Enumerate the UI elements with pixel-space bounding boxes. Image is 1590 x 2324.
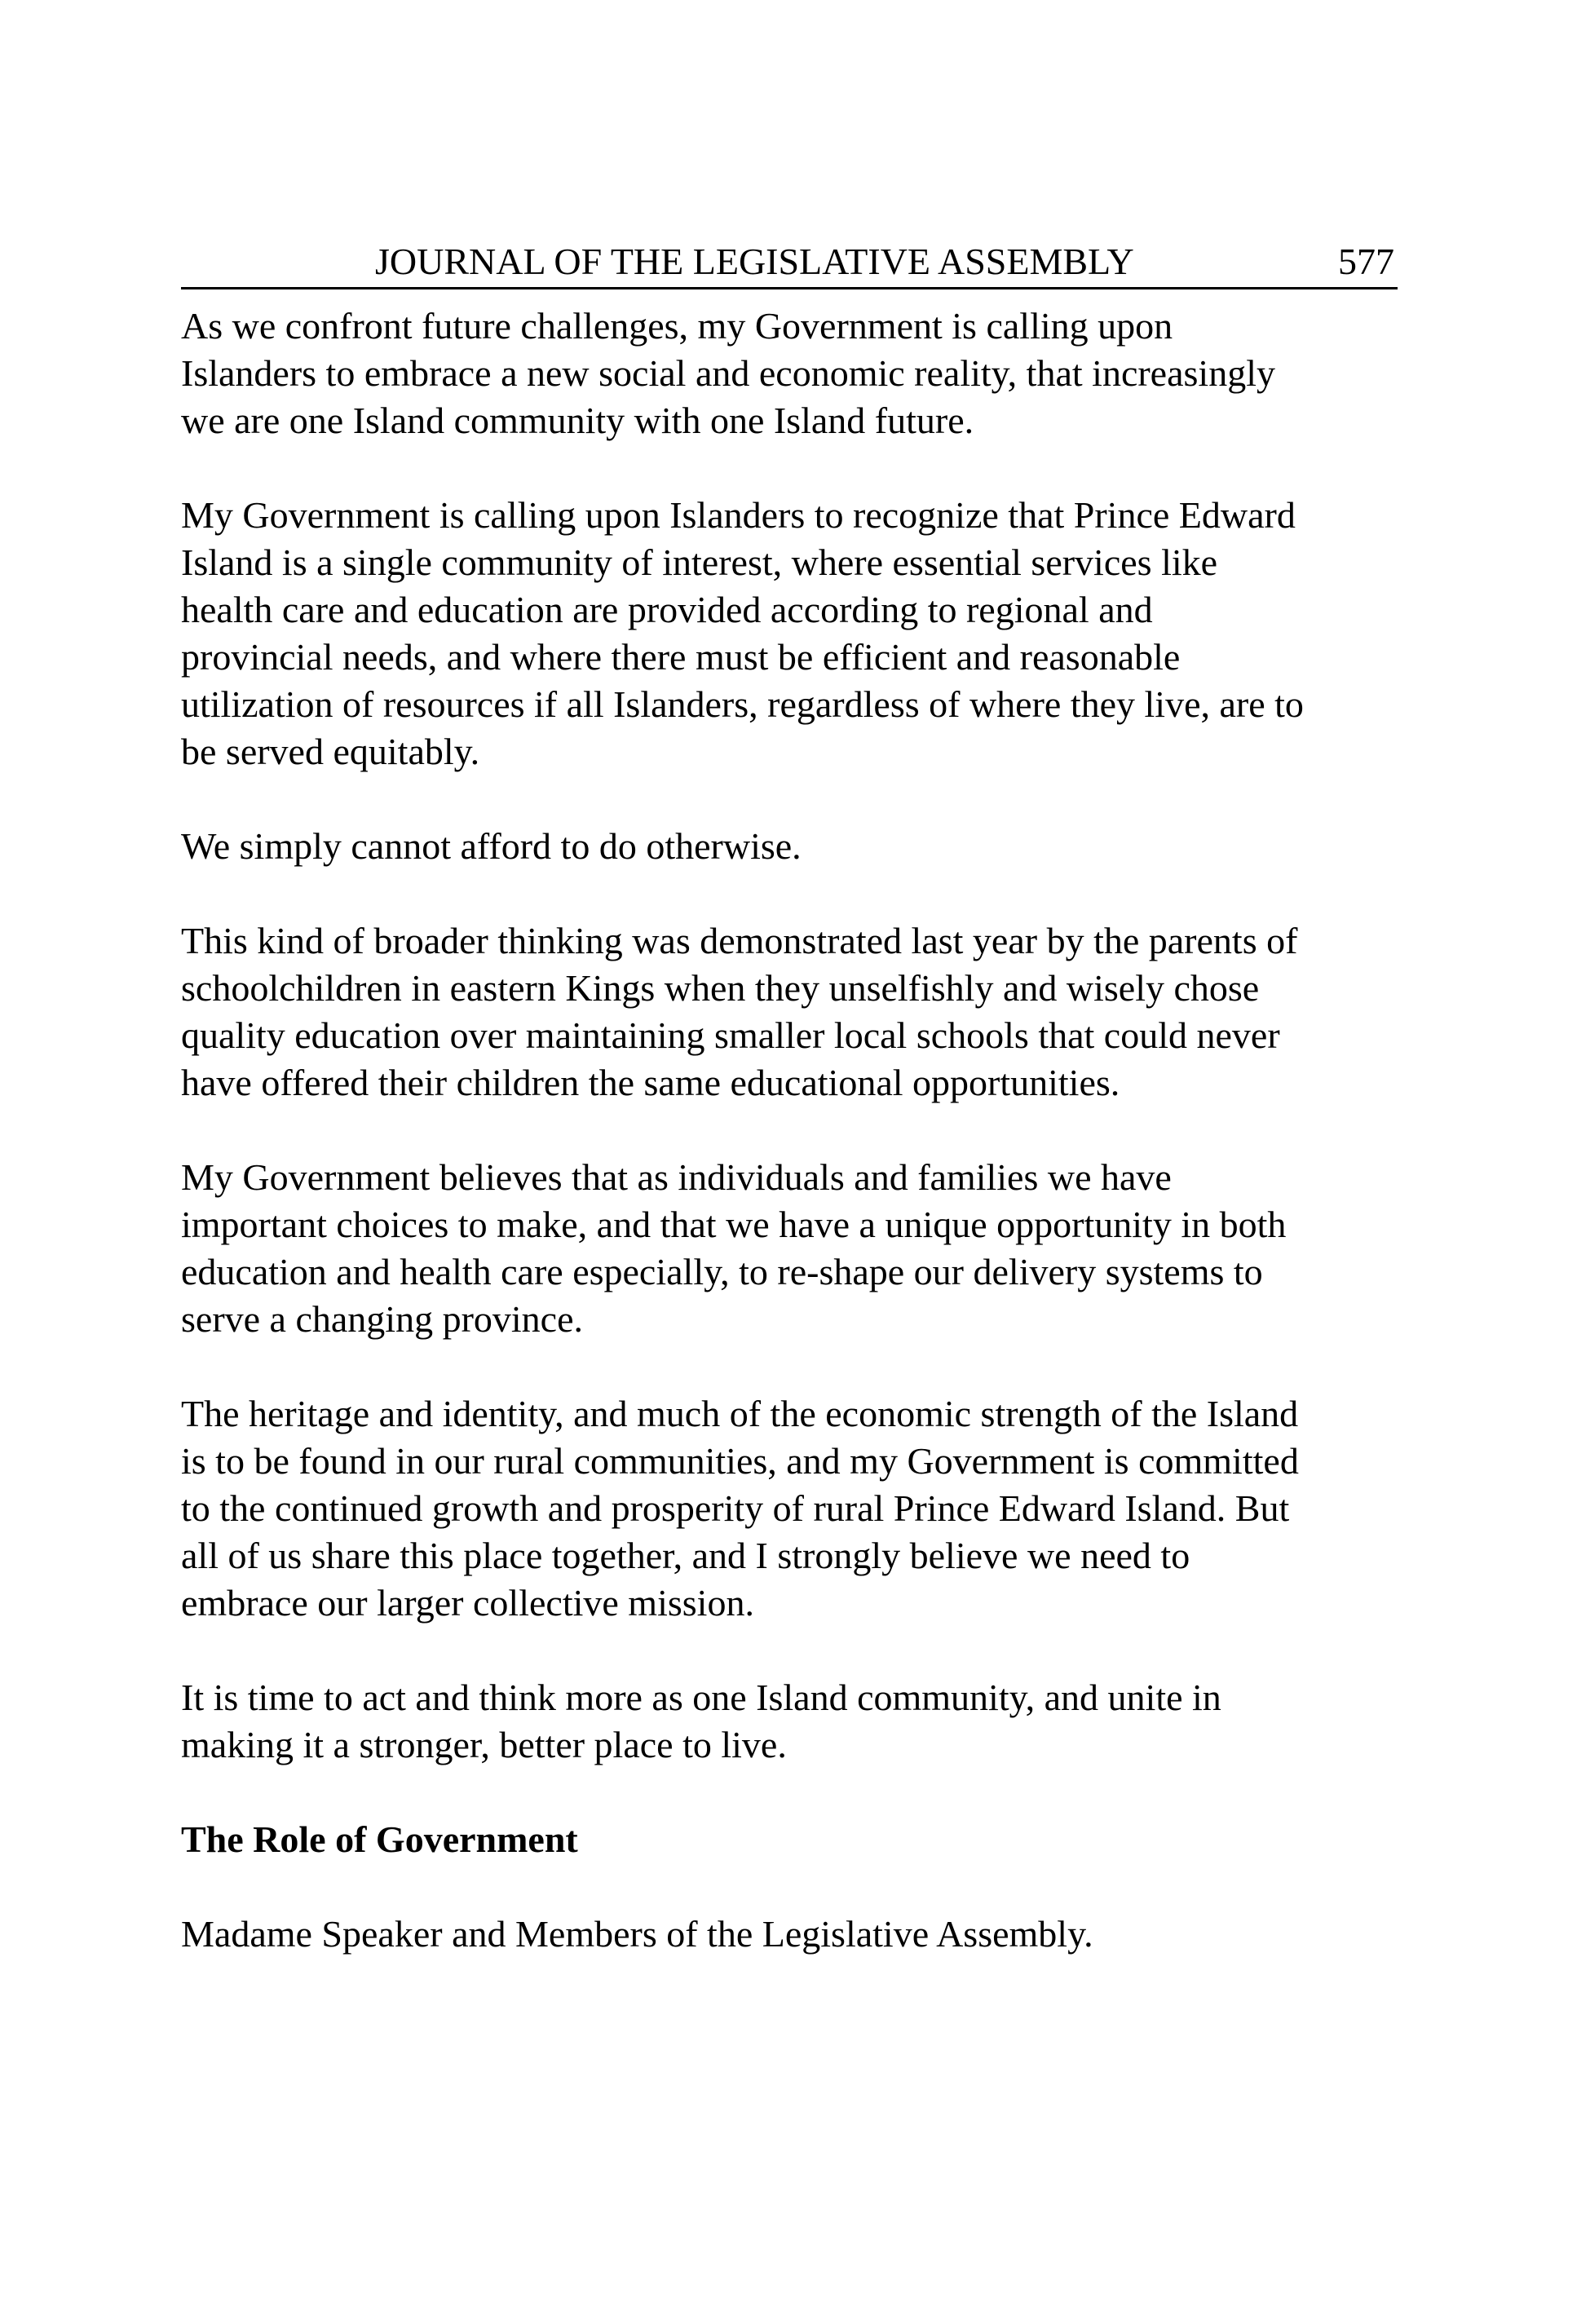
text-line: We simply cannot afford to do otherwise. (181, 825, 802, 867)
text-line: It is time to act and think more as one Island community, and unite in (181, 1677, 1221, 1718)
text-line: My Government believes that as individuals and families we have (181, 1156, 1172, 1198)
text-line: Islanders to embrace a new social and economic reality, that increasingly (181, 352, 1275, 394)
text-line: Island is a single community of interest, where essential services like (181, 541, 1218, 583)
paragraph-cannot-afford (181, 823, 1398, 870)
paragraph-eastern-kings (181, 917, 1398, 1107)
text-line: education and health care especially, to re-shape our delivery systems to (181, 1251, 1263, 1292)
text-line: As we confront future challenges, my Government is calling upon (181, 305, 1173, 347)
text-line: This kind of broader thinking was demonstrated last year by the parents of (181, 920, 1298, 961)
text-line: health care and education are provided according to regional and (181, 589, 1153, 630)
text-line: utilization of resources if all Islanders, regardless of where they live, are to (181, 683, 1304, 725)
text-line: schoolchildren in eastern Kings when they unselfishly and wisely chose (181, 967, 1260, 1009)
text-line: My Government is calling upon Islanders to recognize that Prince Edward (181, 494, 1296, 536)
journal-page (181, 236, 1398, 2005)
text-line: making it a stronger, better place to live. (181, 1724, 787, 1765)
text-line: have offered their children the same educational opportunities. (181, 1062, 1120, 1103)
journal-title: JOURNAL OF THE LEGISLATIVE ASSEMBLY (375, 241, 1134, 282)
paragraph-community-of-interest (181, 492, 1398, 775)
text-line: all of us share this place together, and I strongly believe we need to (181, 1535, 1190, 1576)
running-head (181, 236, 1398, 289)
text-line: quality education over maintaining smaller local schools that could never (181, 1014, 1280, 1056)
text-line: embrace our larger collective mission. (181, 1582, 754, 1624)
paragraph-address: Madame Speaker and Members of the Legislative Assembly. (181, 1913, 1093, 1955)
paragraph-one-island-future (181, 303, 1398, 444)
text-line: The heritage and identity, and much of the economic strength of the Island (181, 1393, 1299, 1434)
text-line: is to be found in our rural communities, and my Government is committed (181, 1440, 1299, 1482)
text-line: to the continued growth and prosperity of rural Prince Edward Island. But (181, 1487, 1290, 1529)
body-text (181, 303, 1398, 1958)
text-line: important choices to make, and that we have a unique opportunity in both (181, 1204, 1287, 1245)
text-line: be served equitably. (181, 731, 480, 772)
paragraph-important-choices (181, 1154, 1398, 1343)
page-number: 577 (1338, 241, 1394, 282)
section-heading: The Role of Government (181, 1818, 578, 1860)
paragraph-rural-communities (181, 1390, 1398, 1627)
paragraph-one-island-community (181, 1674, 1398, 1769)
text-line: we are one Island community with one Island future. (181, 400, 974, 441)
text-line: serve a changing province. (181, 1298, 584, 1340)
text-line: provincial needs, and where there must be efficient and reasonable (181, 636, 1181, 678)
